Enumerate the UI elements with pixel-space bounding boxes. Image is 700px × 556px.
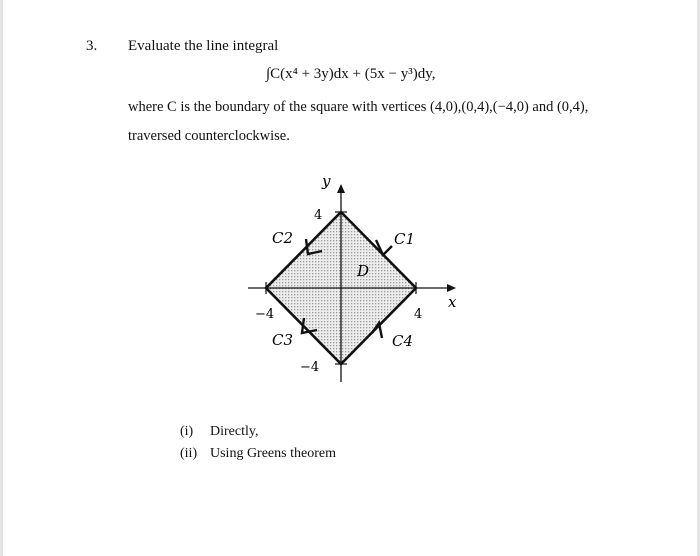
part-i-label: (i) xyxy=(180,424,194,439)
region-label: D xyxy=(357,262,370,280)
x-axis-arrowhead xyxy=(447,284,456,292)
part-ii-label: (ii) xyxy=(180,446,198,461)
tick-label-y-4: 4 xyxy=(314,208,323,223)
curve-label-c1: C1 xyxy=(394,230,416,248)
tick-label-x-neg4: −4 xyxy=(255,307,275,322)
boundary-description: where C is the boundary of the square with vertices (4,0),(0,4),(−4,0) and (0,4), xyxy=(128,99,589,115)
line-integral-expression: ∫C(x⁴ + 3y)dx + (5x − y³)dy, xyxy=(266,66,436,82)
tick-label-x-4: 4 xyxy=(414,307,423,322)
y-axis-arrowhead xyxy=(337,184,345,193)
question-stem: Evaluate the line integral xyxy=(128,38,279,54)
orientation-description: traversed counterclockwise. xyxy=(128,128,290,144)
curve-label-c4: C4 xyxy=(392,332,414,350)
part-ii-text: Using Greens theorem xyxy=(210,446,336,461)
part-i-text: Directly, xyxy=(210,424,259,439)
y-axis-label: y xyxy=(322,172,331,190)
curve-label-c3: C3 xyxy=(272,331,294,349)
tick-label-y-neg4: −4 xyxy=(300,360,320,375)
curve-label-c2: C2 xyxy=(272,229,294,247)
x-axis-label: x xyxy=(448,293,457,311)
question-number: 3. xyxy=(86,38,98,54)
